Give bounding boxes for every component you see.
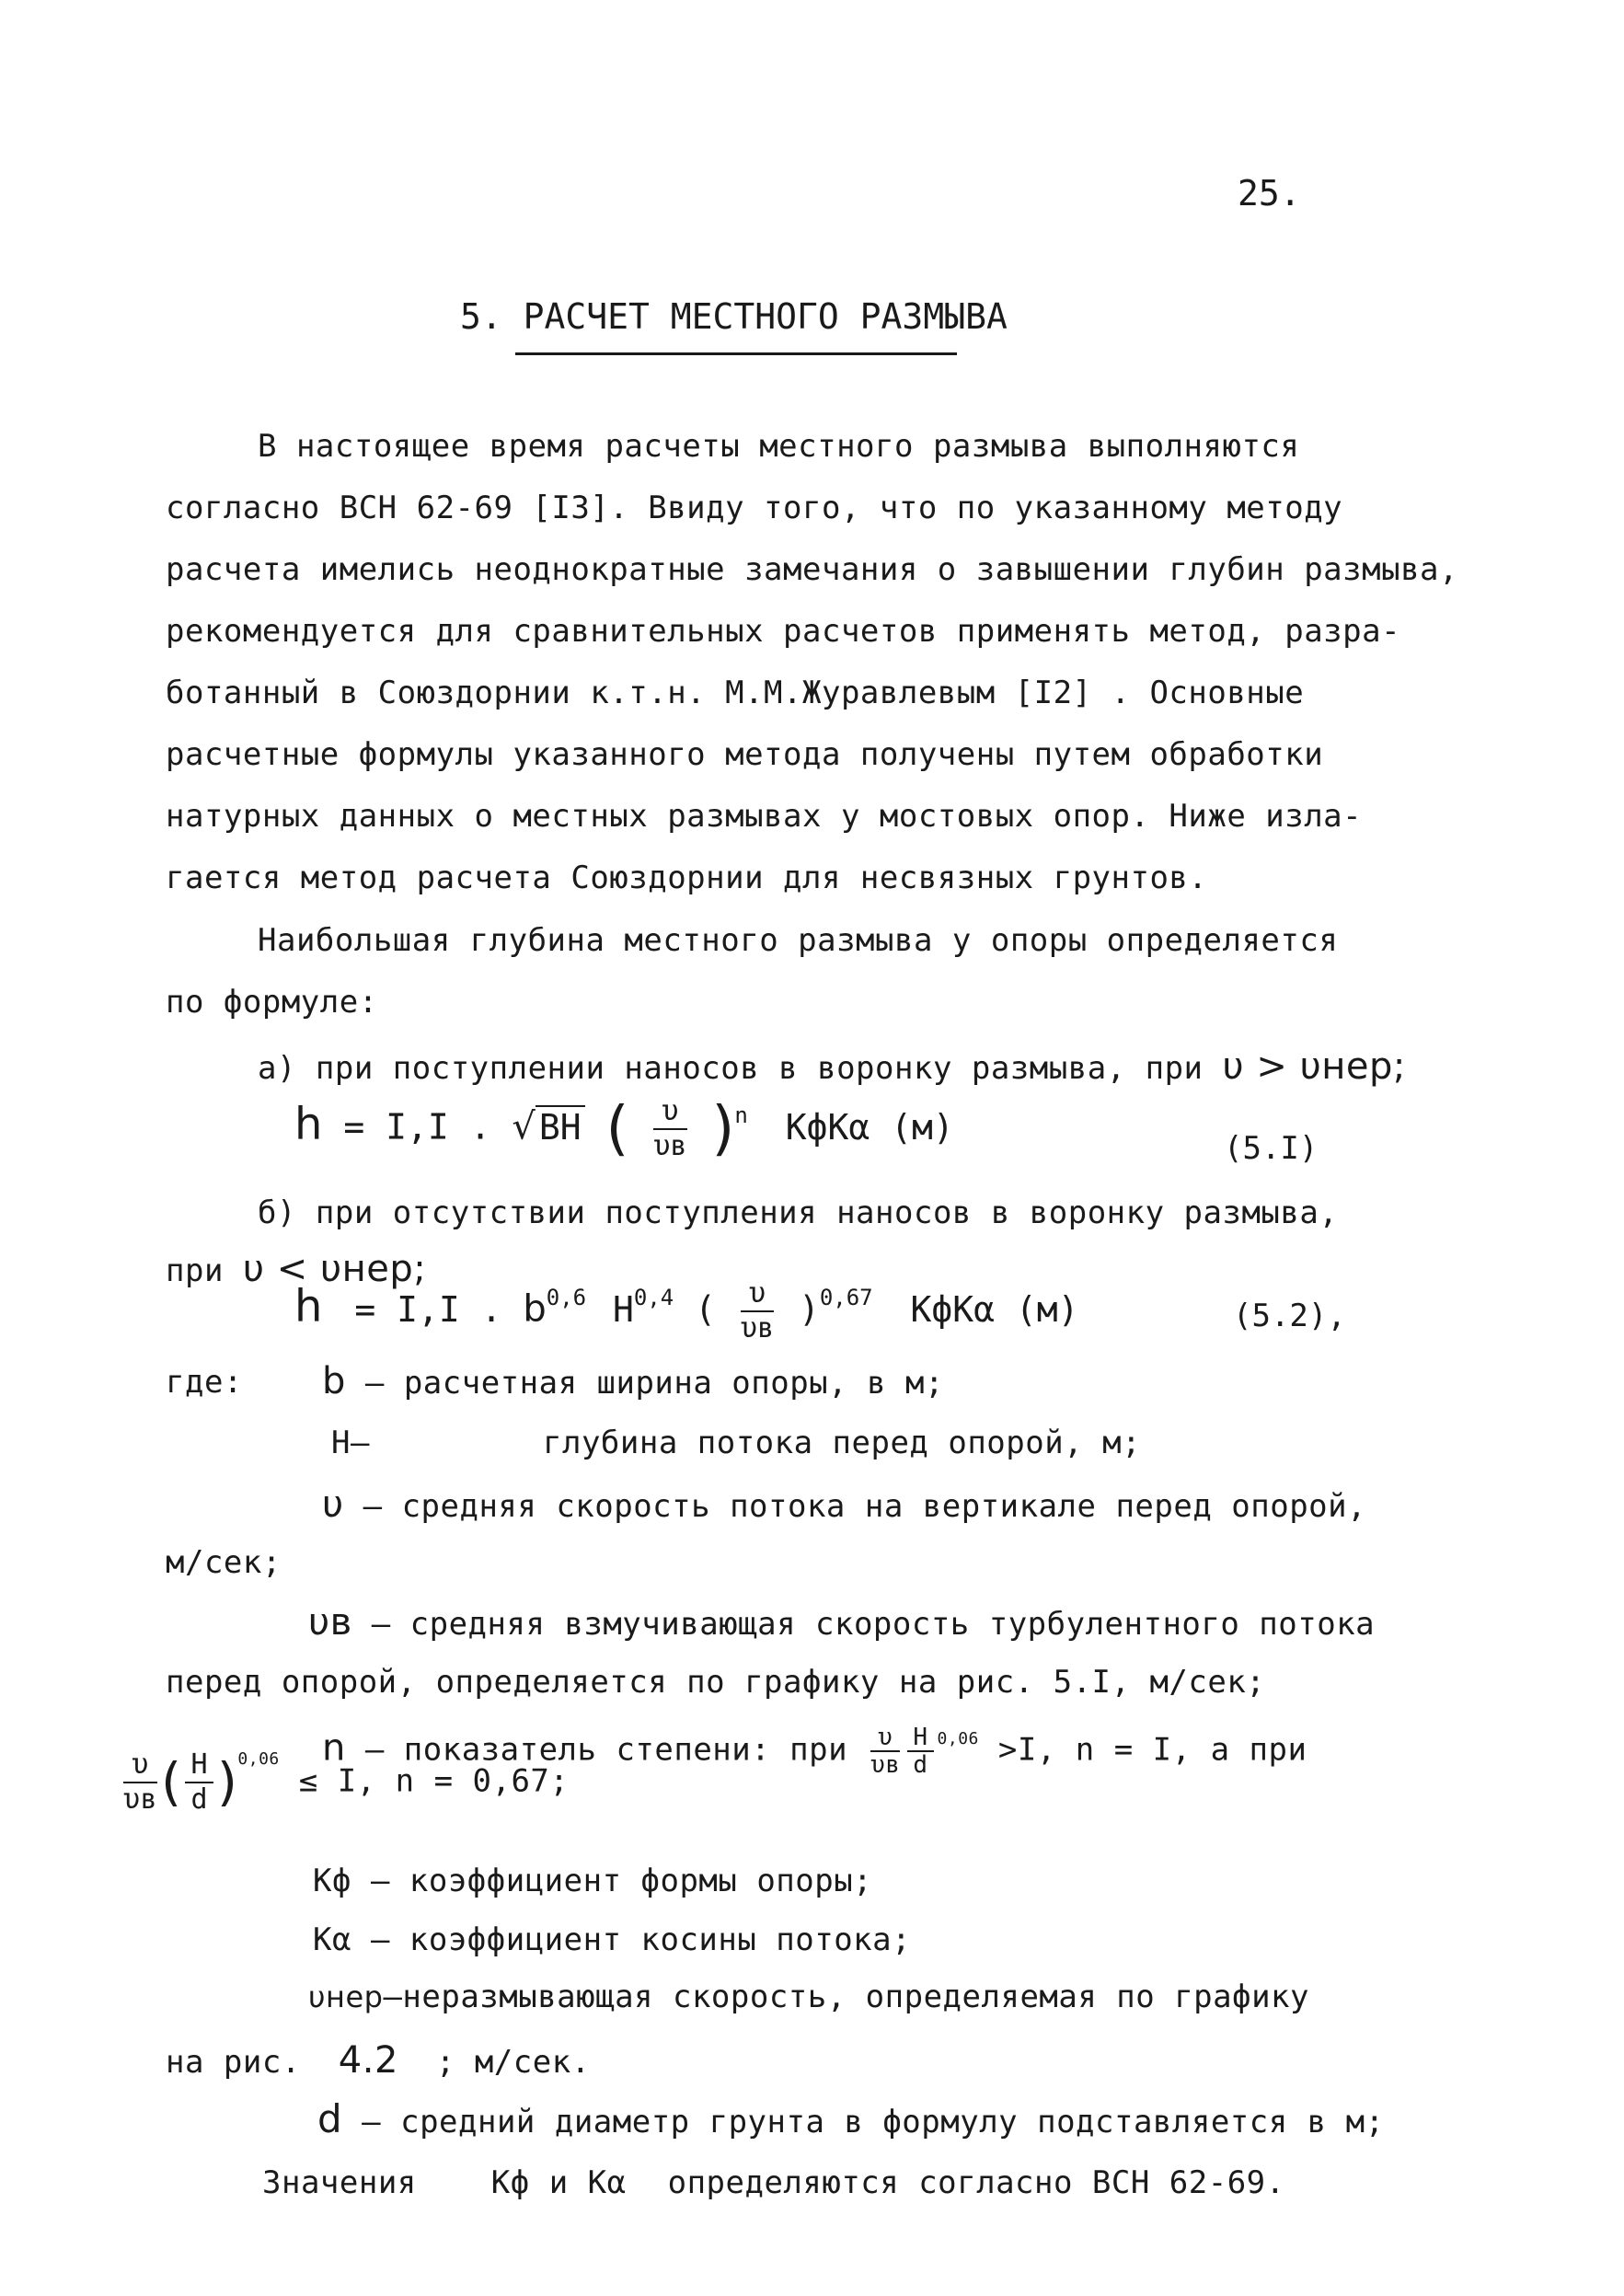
para1-line-7: натурных данных о местных размывах у мостовых опор. Ниже изла-: [166, 798, 1363, 835]
def-n-symbol: n: [322, 1726, 346, 1770]
def-vn-text2-pre: на рис.: [166, 2044, 301, 2081]
def-vn: [308, 1979, 1309, 2015]
def-b-symbol: b: [322, 1360, 346, 1402]
para1-line-6: расчетные формулы указанного метода получены путем обработки: [166, 736, 1324, 773]
def-d-symbol: d: [317, 2096, 343, 2141]
final-line-and: и: [548, 2164, 569, 2201]
def-n-eq2: n = 0,67;: [395, 1762, 570, 1800]
para1-line-8: гается метод расчета Союздорнии для несвязных грунтов.: [166, 860, 1208, 896]
f1-coefficients: КфКα (м): [785, 1106, 954, 1148]
para1-line-2: согласно ВСН 62-69 [I3]. Ввиду того, что по указанному методу: [166, 490, 1343, 526]
def-vb-text: – средняя взмучивающая скорость турбулентного потока: [371, 1606, 1376, 1643]
formula-5-2: h = I,I . $b^{0,6}$ H$^{0,4}$ ( $\frac{\upsilon}{\upsilon в}$ )$^{0,67}$ КфКα (м): [294, 1277, 1079, 1344]
case-a-text: [258, 1045, 1406, 1088]
def-n-and: а при: [1210, 1731, 1307, 1769]
def-vb: [308, 1601, 1375, 1644]
case-b-text: б) при отсутствии поступления наносов в воронку размыва,: [258, 1194, 1339, 1231]
def-vn-symbol: υнер: [308, 1979, 384, 2014]
formula-5-1-number: (5.I): [1224, 1130, 1319, 1167]
def-ka-text: – коэффициент косины потока;: [370, 1921, 912, 1958]
f2-H-exp: 0,4: [633, 1284, 674, 1310]
def-b-text: – расчетная ширина опоры, в м;: [364, 1365, 944, 1402]
para1-line-5: ботанный в Союздорнии к.т.н. М.М.Журавлевым [I2] . Основные: [166, 675, 1305, 711]
def-n-text: – показатель степени: при: [364, 1731, 848, 1769]
f1-sqrt-sign: √: [512, 1105, 536, 1148]
def-vb-symbol: υв: [308, 1601, 352, 1644]
f1-h: h: [294, 1098, 323, 1150]
para2-line-2: по формуле:: [166, 984, 378, 1021]
final-line-kf: Кф: [490, 2164, 530, 2201]
f2-fraction: [741, 1277, 774, 1345]
f2-coefficients: КфКα (м): [910, 1288, 1079, 1330]
def-n-cond1-ratio: $\frac{H}{d}$: [907, 1725, 933, 1778]
formula-5-1: h = I,I . √ BH ( $\frac{\upsilon}{\upsilon в}$ )$^n$ КфКα (м): [294, 1095, 954, 1163]
case-b-cond-pre: при: [166, 1252, 224, 1289]
para1-line-3: расчета имелись неоднократные замечания о завышении глубин размыва,: [166, 551, 1458, 588]
def-kf-text: – коэффициент формы опоры;: [370, 1863, 873, 1899]
def-vn-figure: 4.2: [338, 2039, 398, 2082]
def-n-cond2-fraction: $\frac{\upsilon}{\upsilon в}$: [123, 1748, 158, 1816]
where-label: где:: [166, 1364, 243, 1401]
def-n-cond1-exp: 0,06: [937, 1728, 979, 1748]
def-vb-text-2: перед опорой, определяется по графику на рис. 5.I, м/сек;: [166, 1664, 1266, 1701]
def-n-cond2-ratio: $\frac{H}{d}$: [185, 1748, 213, 1817]
f1-denominator: υв: [653, 1130, 687, 1162]
def-kf: [313, 1863, 872, 1899]
f1-exponent: n: [734, 1102, 748, 1128]
page-number: 25.: [1238, 173, 1301, 213]
f2-H: H: [613, 1288, 634, 1330]
def-v-text-2: м/сек;: [166, 1544, 282, 1581]
section-title: 5. РАСЧЕТ МЕСТНОГО РАЗМЫВА: [460, 296, 1008, 337]
def-ka-symbol: Кα: [313, 1921, 351, 1958]
def-vn-line2: [166, 2039, 591, 2082]
para1-line-1: В настоящее время расчеты местного размыва выполняются: [258, 428, 1300, 465]
title-underline: [515, 352, 957, 355]
final-line-pre: Значения: [262, 2164, 417, 2201]
def-n-cond1: >I,: [997, 1731, 1056, 1769]
def-d: [317, 2096, 1385, 2141]
case-a-label: а) при поступлении наносов в воронку размыва, при: [258, 1050, 1204, 1087]
f1-sqrt-arg: BH: [536, 1105, 585, 1148]
case-a-condition: υ > υнер;: [1222, 1045, 1406, 1088]
def-H-symbol: H–: [331, 1425, 370, 1461]
final-line-post: определяются согласно ВСН 62-69.: [667, 2164, 1285, 2201]
def-b: [322, 1360, 944, 1402]
def-n-cond2-exp: 0,06: [237, 1748, 280, 1769]
f2-b-exp: 0,6: [546, 1284, 587, 1310]
case-b-cond: υ < υнер;: [242, 1248, 427, 1290]
final-line: [262, 2164, 1285, 2201]
def-n-cond1-fraction: $\frac{\upsilon}{\upsilon в}$: [870, 1724, 901, 1779]
f1-fraction: [653, 1095, 686, 1163]
def-n-line2: $\frac{\upsilon}{\upsilon в}$ ( $\frac{H}{d}$ )$^{0,06}$ ≤ I, n = 0,67;: [123, 1748, 570, 1816]
f2-exponent: 0,67: [819, 1284, 873, 1310]
def-ka: [313, 1921, 911, 1958]
f2-denominator: υв: [740, 1312, 775, 1344]
f1-eq: = I,I .: [343, 1106, 491, 1148]
def-d-text: – средний диаметр грунта в формулу подставляется в м;: [362, 2104, 1385, 2140]
f1-numerator: υ: [653, 1095, 686, 1130]
def-kf-symbol: Кф: [313, 1863, 351, 1899]
formula-5-2-number: (5.2),: [1233, 1298, 1346, 1334]
def-vn-text: –неразмывающая скорость, определяемая по графику: [383, 1979, 1309, 2015]
def-n-cond2: ≤ I,: [298, 1762, 376, 1800]
def-v-symbol: υ: [322, 1483, 344, 1526]
def-n-eq1: n = I,: [1075, 1731, 1192, 1769]
f2-eq: = I,I .: [354, 1288, 502, 1330]
para1-line-4: рекомендуется для сравнительных расчетов применять метод, разра-: [166, 613, 1401, 650]
f2-numerator: υ: [741, 1277, 774, 1312]
para2-line-1: Наибольшая глубина местного размыва у опоры определяется: [258, 922, 1339, 959]
def-v: [322, 1483, 1366, 1526]
def-H-text: глубина потока перед опорой, м;: [543, 1425, 1142, 1461]
f2-b: b: [523, 1287, 547, 1331]
def-vn-text2-post: ; м/сек.: [435, 2044, 591, 2081]
def-v-text: – средняя скорость потока на вертикале перед опорой,: [363, 1488, 1367, 1525]
f2-h: h: [294, 1280, 323, 1333]
final-line-ka: Кα: [587, 2164, 627, 2201]
